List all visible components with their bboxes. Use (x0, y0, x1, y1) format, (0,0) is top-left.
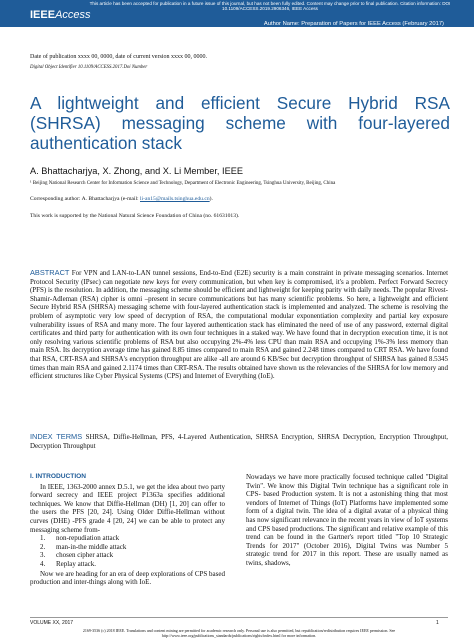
paper-title: A lightweight and efficient Secure Hybrid RSA (SHRSA) messaging scheme with four-layered authentication stack (30, 93, 450, 153)
abstract-heading: ABSTRACT (30, 268, 70, 277)
corresponding-prefix: Corresponding author: A. Bhattacharjya (e-mail: (30, 196, 139, 202)
ieee-access-logo (30, 9, 91, 21)
affiliation: ¹ Beijing National Research Center for Information Science and Technology, Department of Electronic Engineering, Tsinghua University, Beijing, China (30, 181, 336, 186)
abstract-body: For VPN and LAN-to-LAN tunnel sessions, End-to-End (E2E) security is a main constraint in private messaging scenarios. Internet Protocol Security (IPsec) can negotiate new keys for every communication, but when key is compromised, it's a problem. Perfect Forward Secrecy (PFS) is the resolution. In addition, the messaging scheme should be efficient and lightweight for keeping parity with daily needs. The popular Rivest-Shamir-Adleman (RSA) cipher is omni –present in secure communications but has many scientific problems. So here, a lightweight and efficient Secure Hybrid RSA (SHRSA) messaging scheme with four-layered authentication stack is implemented and analyzed. The scheme is resolving the problem of asymptotic very low speed of decryption of RSA, the computational modular exponentiation complexity and partial key exposure vulnerability issues of RSA and many more. The four layered authentication stack has eliminated the need of use of any password, external digital certificates and third party for authentication with its own four techniques in a staked way. We have found that in decryption execution time, it is not only resolving various scientific problems of RSA but also occupying 2%-4% less CPU than main RSA and occupying 1%-3% less memory than main RSA. Its decryption average time has gained 8.85 times compared to main RSA and gained 2.248 times compared to CRT RSA. We have found that RSA, CRT-RSA and SHRSA's encryption throughput are alike -all are around 6 KB/Sec but decryption throughput of SHRSA has gained 8.5345 times than main RSA and gained 2.1174 times than CRT-RSA. The results obtained have shown us the relevancies of the SHRSA for low memory and efficient structures like Cyber Physical Systems (CPS) and Internet of Everything (IoE). (30, 269, 449, 381)
left-column (30, 473, 225, 587)
logo-ieee-text: IEEE (30, 9, 56, 21)
funding-note: This work is supported by the National Natural Science Foundation of China (no. 61631013). (30, 213, 240, 219)
index-terms-body: SHRSA, Diffie-Hellman, PFS, 4-Layered Authentication, SHRSA Encryption, SHRSA Decryption, Encryption Throughput, Decryption Throughput (30, 433, 449, 450)
list-item: 1. non-repudiation attack (40, 534, 120, 543)
list-item: 2. man-in-the middle attack (40, 542, 127, 551)
corresponding-email-link[interactable]: li-an15@mails.tsinghua.edu.cn (140, 196, 210, 202)
introduction-heading: I. INTRODUCTION (30, 473, 87, 480)
running-head-bar (0, 21, 474, 29)
corresponding-suffix: ). (209, 196, 213, 202)
acceptance-notice: This article has been accepted for publication in a future issue of this journal, but has not been fully edited. Content may change prior to final publication. Citation information: DOI 10.1109/ACCESS.2019.2906346, IEEE Access (89, 1, 451, 12)
running-head: Author Name: Preparation of Papers for IEEE Access (February 2017) (263, 21, 444, 27)
list-item: 3. chosen cipher attack (40, 551, 114, 560)
footer-divider (30, 617, 448, 618)
doi-line: Digital Object Identifier 10.1109/ACCESS.2017.Doi Number (30, 65, 148, 70)
author-list: A. Bhattacharjya, X. Zhong, and X. Li Member, IEEE (30, 166, 243, 176)
index-terms-section (30, 433, 448, 450)
page-number: 1 (436, 620, 439, 626)
list-item: 4. Replay attack. (40, 559, 97, 568)
intro-paragraph-1: In IEEE, 1363-2000 annex D.5.1, we get the idea about two party forward secrecy and IEEE project P1363a specifies additional techniques. We know that Diffie-Hellman (DH) [1, 20] can offer to the users the PFS [20, 24]. Using Older Diffie-Hellman without curves (DHE) -PFS grade 4 [20, 24] we can be able to protect any messaging scheme from- (30, 482, 225, 534)
right-column: Nowadays we have more practically focused technique called "Digital Twin". We know this Digital Twin technique has a significant role in CPS- based Production system. It is not a astonishing thing that most vendors of Internet of Things (IoT) Platforms have implemented some form of a digital twin. The idea of a digital avatar of a physical thing has now significant relevance in the recent years in view of IoT systems and CPS based productions. The significant and relative example of this trend can be found in the Gartner's report titled "Top 10 Strategic Trends for 2017" (October 2016), Digital Twins was Number 5 strategic trend for 2017 in this report. These are usually named as twins, shadows, (246, 473, 448, 567)
publication-dates: Date of publication xxxx 00, 0000, date of current version xxxx 00, 0000. (30, 54, 207, 60)
attack-list (30, 534, 225, 568)
volume-label: VOLUME XX, 2017 (30, 620, 74, 626)
intro-paragraph-2: Now we are heading for an era of deep explorations of CPS based production and inter-things along with IoE. (30, 569, 225, 587)
license-notice: 2169-3536 (c) 2018 IEEE. Translations and content mining are permitted for academic research only. Personal use is also permitted, but republication/redistribution requires IEEE permission. See http://www.ieee.org/publications_standards/publications/rights/index.html for more information. (82, 628, 396, 638)
index-terms-heading: INDEX TERMS (30, 432, 83, 441)
abstract-section (30, 269, 448, 381)
logo-access-text: Access (55, 9, 91, 21)
corresponding-author (30, 196, 213, 202)
